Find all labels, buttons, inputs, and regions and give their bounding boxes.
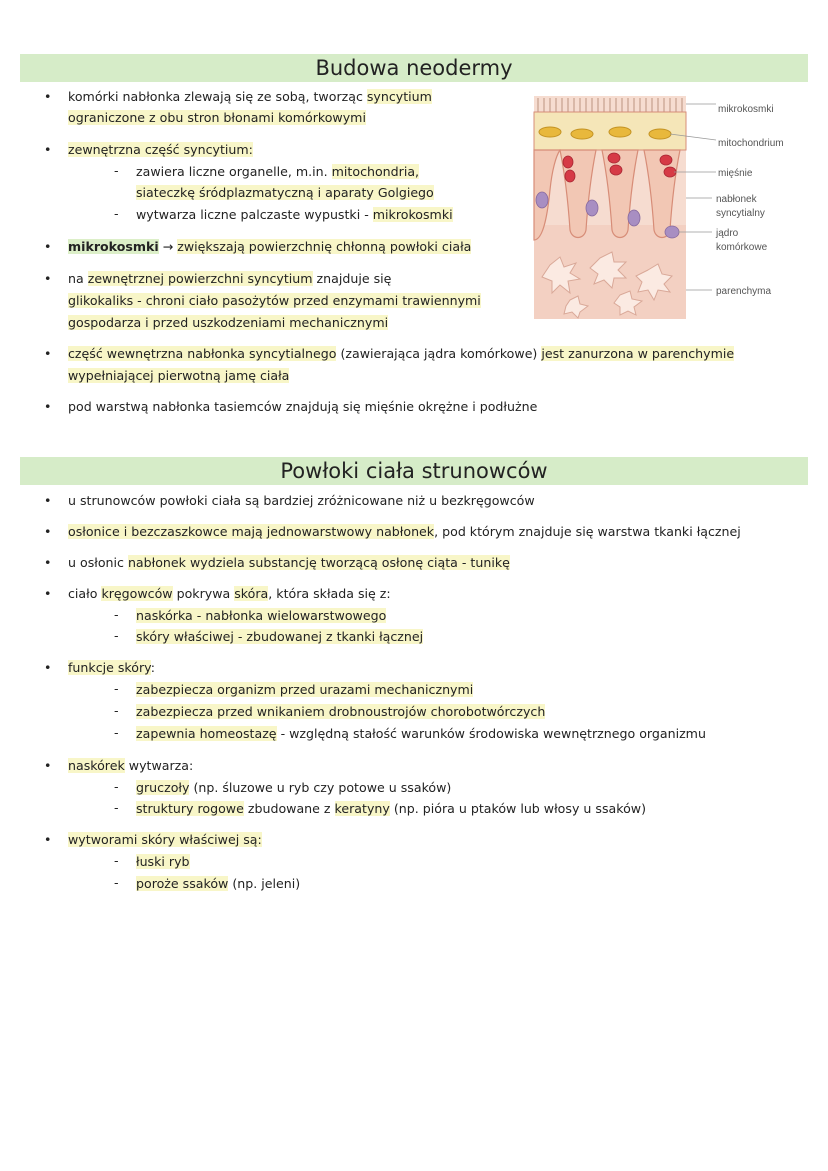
sub-item-text: wytwarza liczne palczaste wypustki - mikrokosmki (136, 207, 453, 222)
bullet-icon: • (44, 832, 52, 847)
dash-icon: - (114, 853, 119, 868)
sub-item-text: gruczoły (np. śluzowe u ryb czy potowe u ssaków) (136, 780, 452, 795)
sub-item-text: zawiera liczne organelle, m.in. mitochondria, (136, 164, 420, 179)
section-header-neoderma (20, 54, 808, 82)
bullet-icon: • (44, 346, 52, 361)
bullet-icon: • (44, 239, 52, 254)
dash-icon: - (114, 206, 119, 221)
list-item-text: pod warstwą nabłonka tasiemców znajdują się mięśnie okrężne i podłużne (68, 399, 538, 414)
list-item-text: część wewnętrzna nabłonka syncytialnego (zawierająca jądra komórkowe) jest zanurzona w parenchymie (68, 346, 735, 361)
label-mitochondrium: mitochondrium (718, 138, 784, 149)
dash-icon: - (114, 607, 119, 622)
dash-icon: - (114, 681, 119, 696)
label-microvilli: mikrokosmki (718, 104, 774, 115)
section-title: Budowa neodermy (315, 56, 513, 80)
sub-item-text: skóry właściwej - zbudowanej z tkanki łącznej (136, 629, 424, 644)
sub-item-text: zabezpiecza organizm przed urazami mechanicznymi (136, 682, 474, 697)
list-item-text: ciało kręgowców pokrywa skóra, która składa się z: (68, 586, 391, 601)
sub-item-text: siateczkę śródplazmatyczną i aparaty Golgiego (136, 185, 434, 200)
dash-icon: - (114, 800, 119, 815)
list-item-text: glikokaliks - chroni ciało pasożytów przed enzymami trawiennymi (68, 293, 481, 308)
bullet-icon: • (44, 399, 52, 414)
list-item-text: osłonice i bezczaszkowce mają jednowarstwowy nabłonek, pod którym znajduje się warstwa tkanki łącznej (68, 524, 741, 539)
bullet-icon: • (44, 586, 52, 601)
label-epithelium-1: nabłonek (716, 194, 757, 205)
list-item-text: naskórek wytwarza: (68, 758, 194, 773)
dash-icon: - (114, 779, 119, 794)
sub-item-text: naskórka - nabłonka wielowarstwowego (136, 608, 387, 623)
list-item-text: u strunowców powłoki ciała są bardziej zróżnicowane niż u bezkręgowców (68, 493, 535, 508)
dash-icon: - (114, 163, 119, 178)
section-title: Powłoki ciała strunowców (280, 459, 548, 483)
bullet-icon: • (44, 142, 52, 157)
label-nucleus-2: komórkowe (716, 242, 768, 253)
sub-item-text: zapewnia homeostazę - względną stałość warunków środowiska wewnętrznego organizmu (136, 726, 706, 741)
sub-item-text: zabezpiecza przed wnikaniem drobnoustrojów chorobotwórczych (136, 704, 546, 719)
bullet-icon: • (44, 493, 52, 508)
list-item-text: mikrokosmki → zwiększają powierzchnię chłonną powłoki ciała (68, 239, 472, 254)
dash-icon: - (114, 875, 119, 890)
dash-icon: - (114, 725, 119, 740)
label-nucleus-1: jądro (716, 228, 739, 239)
list-item-text: ograniczone z obu stron błonami komórkowymi (68, 110, 366, 125)
list-item-text: zewnętrzna część syncytium: (68, 142, 253, 157)
bullet-icon: • (44, 660, 52, 675)
bullet-icon: • (44, 555, 52, 570)
bullet-icon: • (44, 89, 52, 104)
neoderma-diagram (520, 90, 810, 330)
list-item-text: funkcje skóry: (68, 660, 155, 675)
dash-icon: - (114, 628, 119, 643)
list-item-text: wypełniającej pierwotną jamę ciała (68, 368, 290, 383)
bullet-icon: • (44, 524, 52, 539)
label-muscles: mięśnie (718, 168, 753, 179)
list-item-text: na zewnętrznej powierzchni syncytium znajduje się (68, 271, 392, 286)
bullet-icon: • (44, 271, 52, 286)
bullet-icon: • (44, 758, 52, 773)
list-item-text: wytworami skóry właściwej są: (68, 832, 262, 847)
section-header-chordates (20, 457, 808, 485)
sub-item-text: łuski ryb (136, 854, 190, 869)
sub-item-text: poroże ssaków (np. jeleni) (136, 876, 301, 891)
dash-icon: - (114, 703, 119, 718)
label-parenchyma: parenchyma (716, 286, 772, 297)
list-item-text: u osłonic nabłonek wydziela substancję tworzącą osłonę ciąta - tunikę (68, 555, 510, 570)
sub-item-text: struktury rogowe zbudowane z keratyny (np. pióra u ptaków lub włosy u ssaków) (136, 801, 646, 816)
list-item-text: gospodarza i przed uszkodzeniami mechanicznymi (68, 315, 389, 330)
list-item-text: komórki nabłonka zlewają się ze sobą, tworząc syncytium (68, 89, 432, 104)
label-epithelium-2: syncytialny (716, 208, 765, 219)
